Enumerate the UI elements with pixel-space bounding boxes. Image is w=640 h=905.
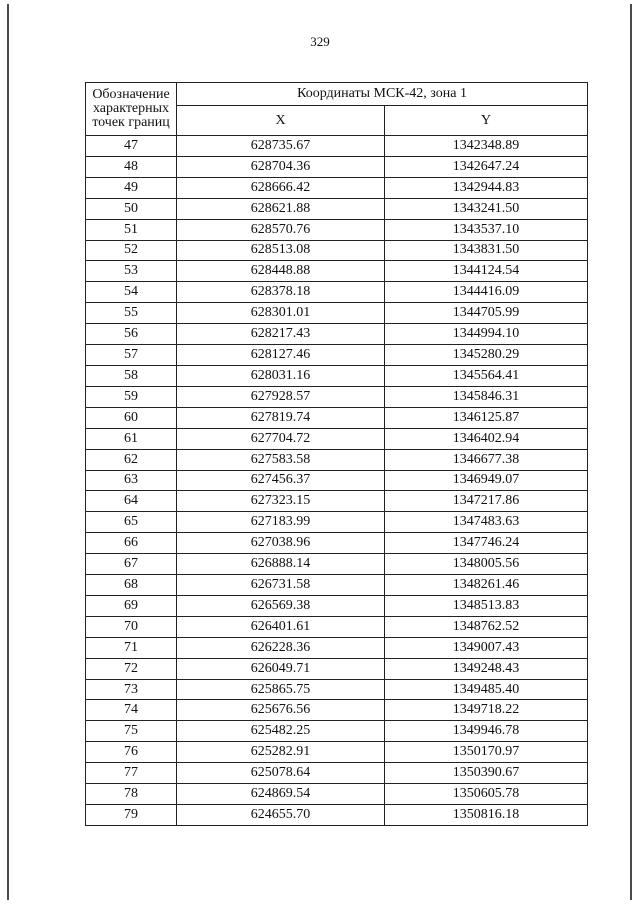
point-id-cell: 73 — [86, 679, 177, 700]
y-coordinate-cell: 1348513.83 — [385, 595, 588, 616]
x-coordinate-cell: 627183.99 — [177, 512, 385, 533]
point-id-cell: 60 — [86, 407, 177, 428]
table-row — [86, 282, 588, 303]
point-id-cell: 74 — [86, 700, 177, 721]
y-coordinate-cell: 1344994.10 — [385, 324, 588, 345]
page-number: 329 — [310, 34, 330, 49]
x-coordinate-cell: 626888.14 — [177, 554, 385, 575]
y-coordinate-cell: 1349718.22 — [385, 700, 588, 721]
table-row — [86, 784, 588, 805]
x-coordinate-cell: 628217.43 — [177, 324, 385, 345]
y-coordinate-cell: 1342647.24 — [385, 156, 588, 177]
x-coordinate-cell: 628735.67 — [177, 136, 385, 157]
y-coordinate-cell: 1349007.43 — [385, 637, 588, 658]
point-id-cell: 48 — [86, 156, 177, 177]
table-body — [86, 136, 588, 826]
table-row — [86, 449, 588, 470]
y-coordinate-cell: 1348261.46 — [385, 575, 588, 596]
y-coordinate-cell: 1342348.89 — [385, 136, 588, 157]
point-id-cell: 71 — [86, 637, 177, 658]
point-header-line: Обозначение — [92, 87, 170, 102]
table-row — [86, 700, 588, 721]
point-id-cell: 79 — [86, 805, 177, 826]
point-header-line: точек границ — [92, 115, 170, 130]
table-row — [86, 198, 588, 219]
x-coordinate-cell: 626731.58 — [177, 575, 385, 596]
point-id-cell: 69 — [86, 595, 177, 616]
table-row — [86, 240, 588, 261]
point-header-line: характерных — [92, 101, 170, 116]
y-coordinate-cell: 1345280.29 — [385, 345, 588, 366]
table-row — [86, 679, 588, 700]
table-row — [86, 533, 588, 554]
x-coordinate-cell: 628513.08 — [177, 240, 385, 261]
y-coordinate-cell: 1345564.41 — [385, 365, 588, 386]
y-coordinate-cell: 1344705.99 — [385, 303, 588, 324]
x-coordinate-cell: 627704.72 — [177, 428, 385, 449]
x-coordinate-cell: 625865.75 — [177, 679, 385, 700]
x-coordinate-cell: 626049.71 — [177, 658, 385, 679]
table-row — [86, 156, 588, 177]
y-column-header: Y — [385, 106, 588, 136]
y-coordinate-cell: 1348005.56 — [385, 554, 588, 575]
table-row — [86, 637, 588, 658]
table-row — [86, 470, 588, 491]
table-header — [86, 83, 588, 136]
table-row — [86, 386, 588, 407]
table-row — [86, 742, 588, 763]
point-id-cell: 49 — [86, 177, 177, 198]
y-coordinate-cell: 1350816.18 — [385, 805, 588, 826]
y-coordinate-cell: 1344124.54 — [385, 261, 588, 282]
y-coordinate-cell: 1350170.97 — [385, 742, 588, 763]
x-coordinate-cell: 628127.46 — [177, 345, 385, 366]
point-id-cell: 68 — [86, 575, 177, 596]
y-coordinate-cell: 1344416.09 — [385, 282, 588, 303]
y-coordinate-cell: 1346125.87 — [385, 407, 588, 428]
table-row — [86, 303, 588, 324]
y-coordinate-cell: 1349485.40 — [385, 679, 588, 700]
y-coordinate-cell: 1350605.78 — [385, 784, 588, 805]
x-coordinate-cell: 625482.25 — [177, 721, 385, 742]
x-coordinate-cell: 626569.38 — [177, 595, 385, 616]
x-coordinate-cell: 625282.91 — [177, 742, 385, 763]
x-coordinate-cell: 628570.76 — [177, 219, 385, 240]
table-row — [86, 595, 588, 616]
y-coordinate-cell: 1349946.78 — [385, 721, 588, 742]
y-coordinate-cell: 1343241.50 — [385, 198, 588, 219]
x-coordinate-cell: 627456.37 — [177, 470, 385, 491]
point-id-cell: 75 — [86, 721, 177, 742]
y-coordinate-cell: 1347746.24 — [385, 533, 588, 554]
table-row — [86, 721, 588, 742]
x-coordinate-cell: 626401.61 — [177, 616, 385, 637]
point-id-cell: 66 — [86, 533, 177, 554]
table-row — [86, 554, 588, 575]
x-coordinate-cell: 627323.15 — [177, 491, 385, 512]
table-row — [86, 491, 588, 512]
table-row — [86, 365, 588, 386]
point-id-cell: 63 — [86, 470, 177, 491]
y-coordinate-cell: 1345846.31 — [385, 386, 588, 407]
x-coordinate-cell: 625078.64 — [177, 763, 385, 784]
y-coordinate-cell: 1346949.07 — [385, 470, 588, 491]
point-id-cell: 76 — [86, 742, 177, 763]
y-coordinate-cell: 1347483.63 — [385, 512, 588, 533]
x-coordinate-cell: 624869.54 — [177, 784, 385, 805]
y-coordinate-cell: 1346402.94 — [385, 428, 588, 449]
point-id-cell: 54 — [86, 282, 177, 303]
point-id-cell: 55 — [86, 303, 177, 324]
table-row — [86, 658, 588, 679]
table-row — [86, 219, 588, 240]
x-coordinate-cell: 627038.96 — [177, 533, 385, 554]
point-id-cell: 58 — [86, 365, 177, 386]
table-row — [86, 805, 588, 826]
table-row — [86, 512, 588, 533]
table-row — [86, 575, 588, 596]
table-row — [86, 345, 588, 366]
table-row — [86, 763, 588, 784]
x-coordinate-cell: 628704.36 — [177, 156, 385, 177]
coordinates-table — [85, 82, 588, 826]
x-coordinate-cell: 626228.36 — [177, 637, 385, 658]
point-id-cell: 56 — [86, 324, 177, 345]
x-coordinate-cell: 627819.74 — [177, 407, 385, 428]
x-coordinate-cell: 628666.42 — [177, 177, 385, 198]
y-coordinate-cell: 1347217.86 — [385, 491, 588, 512]
x-coordinate-cell: 627928.57 — [177, 386, 385, 407]
x-coordinate-cell: 625676.56 — [177, 700, 385, 721]
point-id-cell: 62 — [86, 449, 177, 470]
point-id-cell: 53 — [86, 261, 177, 282]
x-coordinate-cell: 627583.58 — [177, 449, 385, 470]
y-coordinate-cell: 1349248.43 — [385, 658, 588, 679]
point-id-cell: 64 — [86, 491, 177, 512]
x-coordinate-cell: 628378.18 — [177, 282, 385, 303]
y-coordinate-cell: 1343831.50 — [385, 240, 588, 261]
point-id-cell: 61 — [86, 428, 177, 449]
x-column-header: X — [177, 106, 385, 136]
point-column-header — [86, 83, 177, 136]
point-id-cell: 57 — [86, 345, 177, 366]
point-id-cell: 52 — [86, 240, 177, 261]
point-id-cell: 70 — [86, 616, 177, 637]
table-row — [86, 407, 588, 428]
y-coordinate-cell: 1350390.67 — [385, 763, 588, 784]
table-row — [86, 428, 588, 449]
y-coordinate-cell: 1342944.83 — [385, 177, 588, 198]
x-coordinate-cell: 628031.16 — [177, 365, 385, 386]
point-id-cell: 51 — [86, 219, 177, 240]
table-row — [86, 261, 588, 282]
table-row — [86, 324, 588, 345]
point-id-cell: 67 — [86, 554, 177, 575]
point-id-cell: 78 — [86, 784, 177, 805]
point-id-cell: 65 — [86, 512, 177, 533]
y-coordinate-cell: 1343537.10 — [385, 219, 588, 240]
x-coordinate-cell: 628621.88 — [177, 198, 385, 219]
point-id-cell: 72 — [86, 658, 177, 679]
point-id-cell: 47 — [86, 136, 177, 157]
y-coordinate-cell: 1348762.52 — [385, 616, 588, 637]
table-row — [86, 136, 588, 157]
point-id-cell: 77 — [86, 763, 177, 784]
coordinates-system-header: Координаты МСК-42, зона 1 — [177, 83, 588, 106]
x-coordinate-cell: 628301.01 — [177, 303, 385, 324]
point-id-cell: 50 — [86, 198, 177, 219]
x-coordinate-cell: 624655.70 — [177, 805, 385, 826]
table-row — [86, 616, 588, 637]
y-coordinate-cell: 1346677.38 — [385, 449, 588, 470]
table-row — [86, 177, 588, 198]
point-id-cell: 59 — [86, 386, 177, 407]
x-coordinate-cell: 628448.88 — [177, 261, 385, 282]
